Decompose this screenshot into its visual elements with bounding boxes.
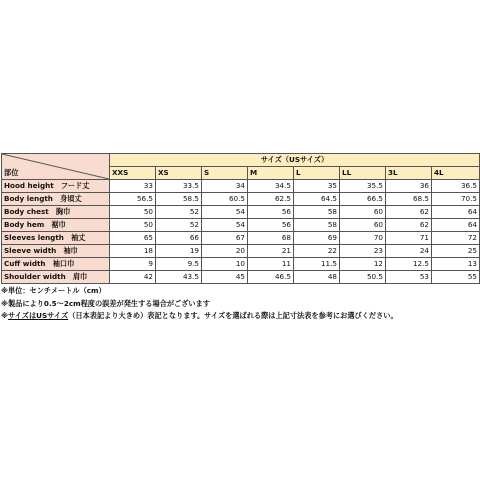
value-cell: 60	[340, 206, 386, 219]
value-cell: 54	[202, 206, 248, 219]
value-cell: 65	[110, 232, 156, 245]
size-header-ll: LL	[340, 167, 386, 180]
notes	[0, 285, 480, 323]
value-cell: 52	[156, 206, 202, 219]
value-cell: 66	[156, 232, 202, 245]
value-cell: 13	[432, 258, 480, 271]
value-cell: 50	[110, 219, 156, 232]
value-cell: 25	[432, 245, 480, 258]
value-cell: 64.5	[294, 193, 340, 206]
size-header-4l: 4L	[432, 167, 480, 180]
row-label: Body length 身頃丈	[2, 193, 110, 206]
row-label: Sleeve width 袖巾	[2, 245, 110, 258]
value-cell: 69	[294, 232, 340, 245]
value-cell: 62	[386, 219, 432, 232]
value-cell: 68	[248, 232, 294, 245]
table-row	[2, 180, 480, 193]
size-header-s: S	[202, 167, 248, 180]
value-cell: 62	[386, 206, 432, 219]
header-title: サイズ（USサイズ）	[110, 154, 480, 167]
value-cell: 36.5	[432, 180, 480, 193]
value-cell: 56.5	[110, 193, 156, 206]
note-error: ※製品により0.5～2cm程度の誤差が発生する場合がございます	[1, 298, 210, 308]
value-cell: 11	[248, 258, 294, 271]
note-us-size	[1, 310, 480, 323]
table-row	[2, 206, 480, 219]
row-label: Sleeves length 袖丈	[2, 232, 110, 245]
value-cell: 70.5	[432, 193, 480, 206]
value-cell: 24	[386, 245, 432, 258]
corner-cell	[2, 154, 110, 180]
value-cell: 35.5	[340, 180, 386, 193]
value-cell: 62.5	[248, 193, 294, 206]
value-cell: 12.5	[386, 258, 432, 271]
value-cell: 60.5	[202, 193, 248, 206]
size-header-xs: XS	[156, 167, 202, 180]
row-label: Shoulder width 肩巾	[2, 271, 110, 284]
value-cell: 33	[110, 180, 156, 193]
row-label: Body hem 裾巾	[2, 219, 110, 232]
value-cell: 67	[202, 232, 248, 245]
size-header-xxs: XXS	[110, 167, 156, 180]
value-cell: 33.5	[156, 180, 202, 193]
value-cell: 46.5	[248, 271, 294, 284]
value-cell: 50.5	[340, 271, 386, 284]
value-cell: 53	[386, 271, 432, 284]
value-cell: 64	[432, 206, 480, 219]
table-row	[2, 193, 480, 206]
table-row	[2, 245, 480, 258]
value-cell: 34	[202, 180, 248, 193]
value-cell: 36	[386, 180, 432, 193]
value-cell: 68.5	[386, 193, 432, 206]
value-cell: 20	[202, 245, 248, 258]
size-header-m: M	[248, 167, 294, 180]
value-cell: 22	[294, 245, 340, 258]
value-cell: 10	[202, 258, 248, 271]
row-label: Cuff width 袖口巾	[2, 258, 110, 271]
title-row	[2, 154, 480, 167]
value-cell: 11.5	[294, 258, 340, 271]
row-label: Body chest 胸巾	[2, 206, 110, 219]
value-cell: 50	[110, 206, 156, 219]
note-us-rest: （日本表記より大きめ）表記となります。サイズを選ばれる際は上記寸法表を参考にお選びください。	[68, 311, 398, 320]
table-row	[2, 219, 480, 232]
value-cell: 19	[156, 245, 202, 258]
value-cell: 58	[294, 219, 340, 232]
size-chart	[0, 153, 480, 323]
value-cell: 34.5	[248, 180, 294, 193]
value-cell: 52	[156, 219, 202, 232]
value-cell: 21	[248, 245, 294, 258]
value-cell: 60	[340, 219, 386, 232]
value-cell: 18	[110, 245, 156, 258]
value-cell: 58	[294, 206, 340, 219]
size-header-3l: 3L	[386, 167, 432, 180]
note-us-prefix: ※	[1, 311, 8, 320]
row-label: Hood height フード丈	[2, 180, 110, 193]
value-cell: 35	[294, 180, 340, 193]
value-cell: 54	[202, 219, 248, 232]
value-cell: 45	[202, 271, 248, 284]
corner-label: 部位	[4, 168, 19, 177]
table-row	[2, 232, 480, 245]
value-cell: 42	[110, 271, 156, 284]
value-cell: 64	[432, 219, 480, 232]
value-cell: 43.5	[156, 271, 202, 284]
note-unit: ※単位：センチメートル（cm）	[1, 286, 106, 295]
value-cell: 58.5	[156, 193, 202, 206]
value-cell: 66.5	[340, 193, 386, 206]
table-row	[2, 271, 480, 284]
value-cell: 70	[340, 232, 386, 245]
value-cell: 71	[386, 232, 432, 245]
value-cell: 48	[294, 271, 340, 284]
value-cell: 12	[340, 258, 386, 271]
value-cell: 55	[432, 271, 480, 284]
table-row	[2, 258, 480, 271]
value-cell: 56	[248, 206, 294, 219]
value-cell: 72	[432, 232, 480, 245]
value-cell: 56	[248, 219, 294, 232]
size-table	[1, 153, 480, 284]
value-cell: 9	[110, 258, 156, 271]
value-cell: 9.5	[156, 258, 202, 271]
value-cell: 23	[340, 245, 386, 258]
size-header-l: L	[294, 167, 340, 180]
note-us-emphasis: サイズはUSサイズ	[8, 311, 69, 320]
